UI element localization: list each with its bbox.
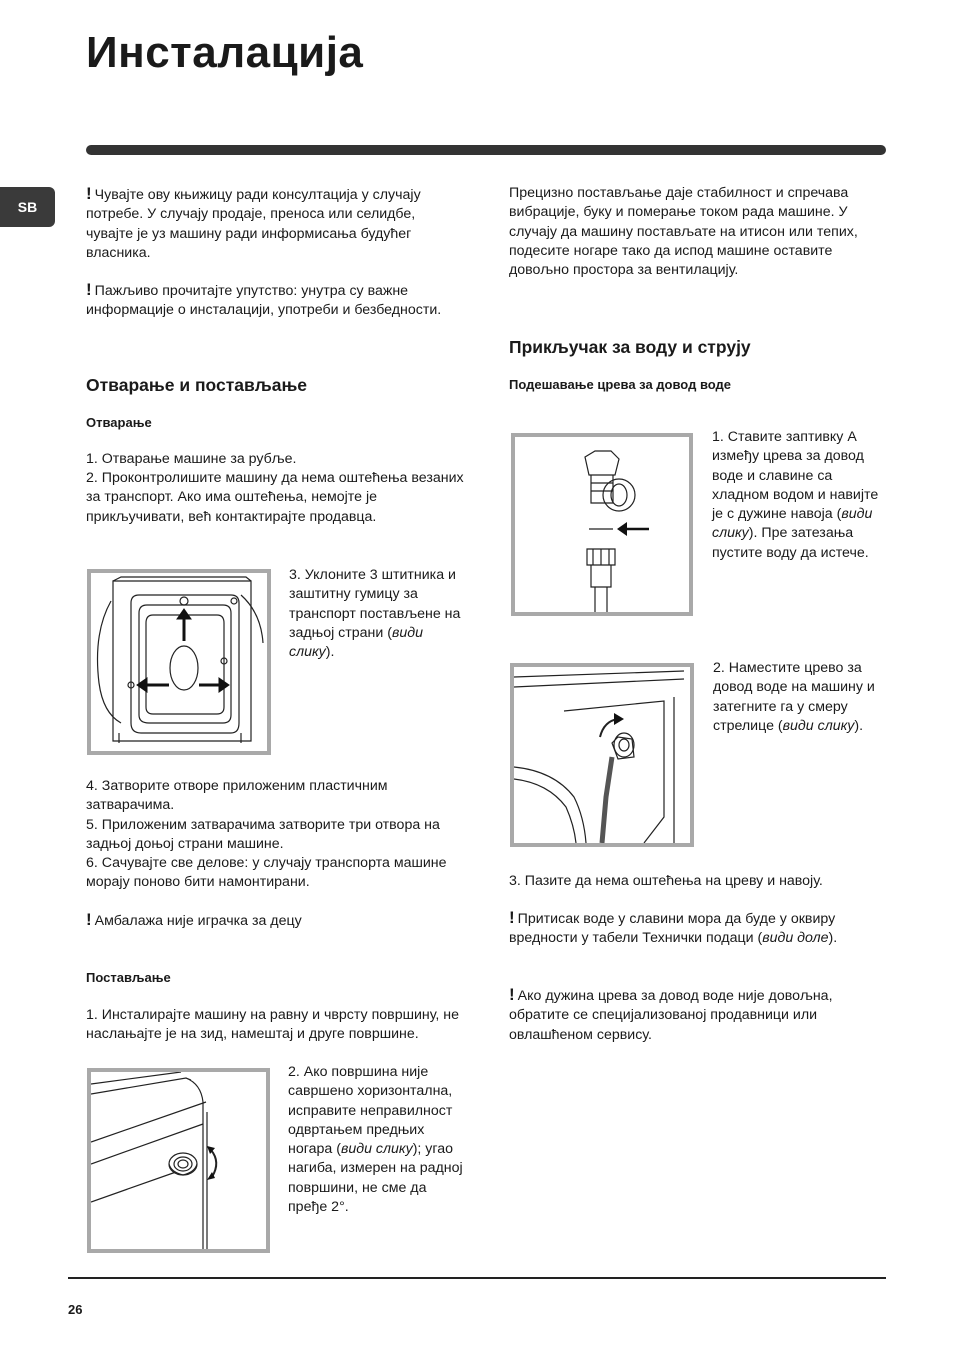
hose-connection-illustration: [514, 667, 690, 843]
leveling-foot-illustration: [91, 1072, 266, 1249]
figure-machine-back: [87, 569, 271, 755]
warning-icon: !: [86, 910, 92, 929]
page-number: 26: [68, 1302, 83, 1317]
hose-step-1: 1. Ставите заптивку А између црева за довод воде и славине са хладном водом и навијте је с дужине навоја (види слику). Пре затезања пустите воду да истече.: [712, 429, 879, 561]
subheading-hose: Подешавање црева за довод воде: [509, 377, 732, 392]
unpack-step-2: 2. Проконтролишите машину да нема оштећења везаних за транспорт. Ако има оштећења, немојте је прикључивати, већ контактирајте продавца.: [86, 470, 464, 525]
warning-icon: !: [509, 908, 515, 927]
unpack-step-1: 1. Отварање машине за рубље.: [86, 451, 297, 467]
level-step-2: 2. Ако површина није савршено хоризонтална, исправите неправилност одвртањем предњих ногара (види слику); угао нагиба, измерен на радној површини, не сме да пређе 2°.: [288, 1064, 463, 1216]
unpack-step-6: 6. Сачувајте све делове: у случају транспорта машине морају поново бити намонтирани.: [86, 855, 447, 891]
warning-paragraph-2: ! Пажљиво прочитајте упутство: унутра су важне информације о инсталацији, употреби и безбедности.: [86, 280, 442, 319]
warning-paragraph-3: ! Амбалажа није играчка за децу: [86, 910, 302, 929]
warning-paragraph-5: ! Ако дужина црева за довод воде није довољна, обратите се специјализованој продавници или овлашћеном сервису.: [509, 985, 833, 1043]
warning-icon: !: [509, 985, 515, 1004]
footer-divider: [68, 1277, 886, 1279]
tap-seal-illustration: [515, 437, 689, 612]
unpack-step-3: 3. Уклоните 3 штитника и заштитну гумицу за транспорт постављене на задњој страни (види слику).: [289, 567, 461, 661]
hose-step-2: 2. Наместите црево за довод воде на машину и затегните га у смеру стрелице (види слику).: [713, 660, 875, 734]
figure-hose-connection: [510, 663, 694, 847]
subheading-unpack: Отварање: [86, 415, 152, 430]
unpack-step-4: 4. Затворите отворе приложеним пластичним затварачима.: [86, 778, 388, 814]
hose-step-3: 3. Пазите да нема оштећења на цреву и навоју.: [509, 873, 823, 889]
subheading-level: Постављање: [86, 970, 171, 985]
level-step-1: 1. Инсталирајте машину на равну и чврсту површину, не наслањајте је на зид, намештај и друге површине.: [86, 1007, 460, 1043]
section-title-water-power: Прикључак за воду и струју: [509, 337, 751, 357]
page-title: Инсталација: [86, 28, 364, 77]
figure-tap-seal: [511, 433, 693, 616]
warning-paragraph-1: ! Чувајте ову књижицу ради консултација у случају потребе. У случају продаје, преноса или селидбе, чувајте је уз машину ради информисања будућег власника.: [86, 184, 421, 261]
unpack-step-5: 5. Приложеним затварачима затворите три отвора на задњој доњој страни машине.: [86, 817, 440, 853]
machine-back-illustration: [91, 573, 267, 751]
section-title-unpack-level: Отварање и постављање: [86, 375, 308, 395]
warning-icon: !: [86, 184, 92, 203]
intro-paragraph: Прецизно постављање даје стабилност и спречава вибрације, буку и померање током рада машине. У случају да машину постављате на итисон или тепих, подесите ногаре тако да испод машине оставите довољно простора за вентилацију.: [509, 185, 858, 279]
warning-paragraph-4: ! Притисак воде у славини мора да буде у оквиру вредности у табели Технички подаци (види доле).: [509, 908, 838, 947]
warning-icon: !: [86, 280, 92, 299]
figure-leveling-foot: [87, 1068, 270, 1253]
language-tab: SB: [0, 187, 55, 227]
title-divider: [86, 145, 886, 155]
